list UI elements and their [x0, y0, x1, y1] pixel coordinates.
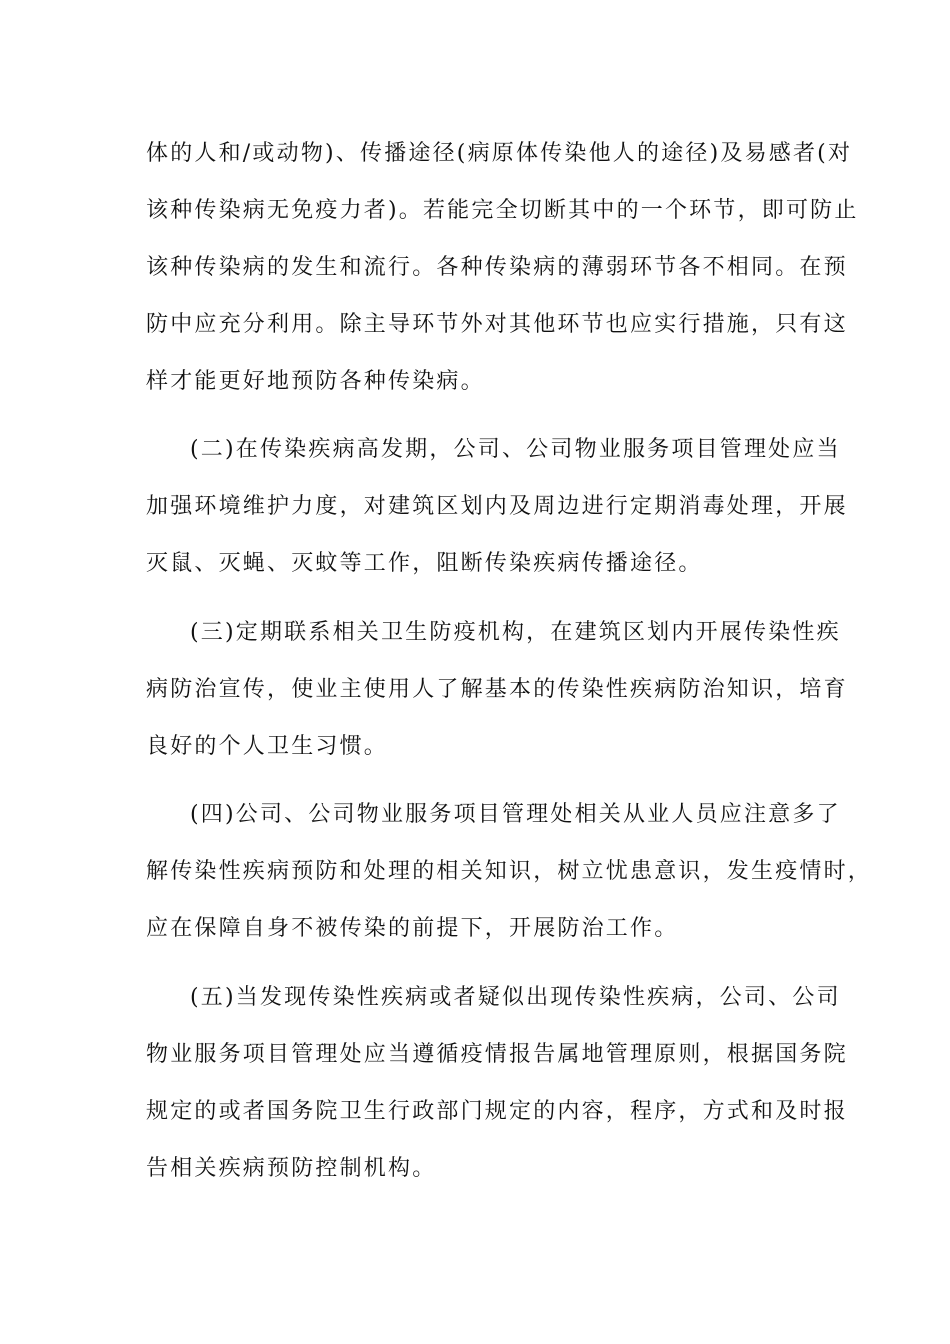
paragraph-first-line: (三)定期联系相关卫生防疫机构，在建筑区划内开展传染性疾 — [190, 620, 841, 645]
body-text-line: 规定的或者国务院卫生行政部门规定的内容，程序，方式和及时报 — [146, 1099, 848, 1124]
paragraph-first-line: (四)公司、公司物业服务项目管理处相关从业人员应注意多了 — [190, 802, 841, 827]
body-text-line: 应在保障自身不被传染的前提下，开展防治工作。 — [146, 916, 679, 941]
body-text-line: 防中应充分利用。除主导环节外对其他环节也应实行措施，只有这 — [146, 312, 848, 337]
body-text-line: 解传染性疾病预防和处理的相关知识，树立忧患意识，发生疫情时， — [146, 859, 873, 884]
body-text-line: 告相关疾病预防控制机构。 — [146, 1156, 437, 1181]
paragraph-first-line: (二)在传染疾病高发期，公司、公司物业服务项目管理处应当 — [190, 437, 841, 462]
body-text-line: 灭鼠、灭蝇、灭蚊等工作，阻断传染疾病传播途径。 — [146, 551, 703, 576]
body-text-line: 加强环境维护力度，对建筑区划内及周边进行定期消毒处理，开展 — [146, 494, 848, 519]
body-text-line: 该种传染病无免疫力者)。若能完全切断其中的一个环节，即可防止 — [146, 198, 859, 223]
body-text-line: 病防治宣传，使业主使用人了解基本的传染性疾病防治知识，培育 — [146, 677, 848, 702]
paragraph-first-line: (五)当发现传染性疾病或者疑似出现传染性疾病，公司、公司 — [190, 985, 841, 1010]
body-text-line: 体的人和/或动物)、传播途径(病原体传染他人的途径)及易感者(对 — [146, 141, 853, 166]
body-text-line: 良好的个人卫生习惯。 — [146, 734, 389, 759]
body-text-line: 样才能更好地预防各种传染病。 — [146, 369, 485, 394]
body-text-line: 该种传染病的发生和流行。各种传染病的薄弱环节各不相同。在预 — [146, 255, 848, 280]
body-text-line: 物业服务项目管理处应当遵循疫情报告属地管理原则，根据国务院 — [146, 1042, 848, 1067]
